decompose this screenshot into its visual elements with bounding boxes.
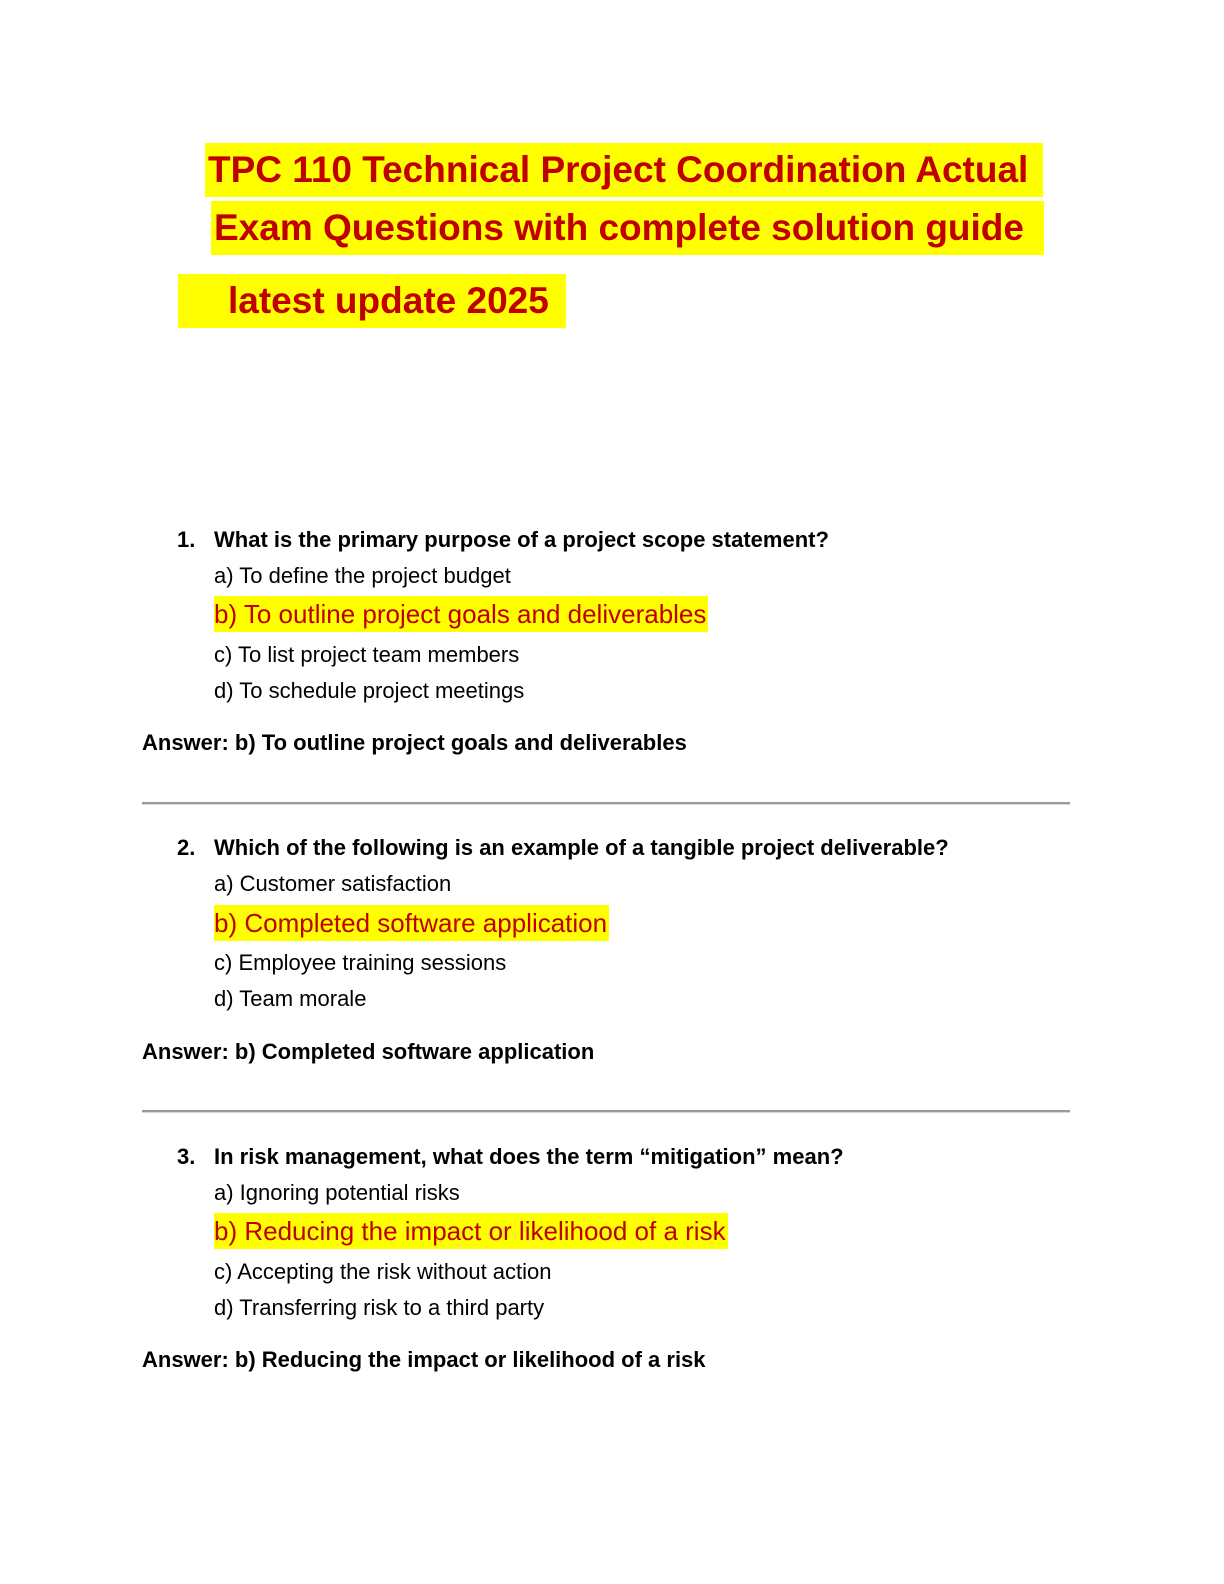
option-c: c) Employee training sessions [214, 950, 507, 975]
document-title-line-2: Exam Questions with complete solution guide [211, 201, 1044, 255]
question-number: 1. [177, 527, 196, 552]
option-d: d) Team morale [214, 986, 367, 1011]
question-text: What is the primary purpose of a project scope statement? [214, 527, 829, 552]
divider [142, 802, 1070, 804]
option-a: a) To define the project budget [214, 563, 511, 588]
document-title-line-3: latest update 2025 [178, 274, 566, 328]
option-b-correct: b) Completed software application [214, 905, 609, 941]
question-number: 2. [177, 835, 196, 860]
option-b-correct: b) Reducing the impact or likelihood of a risk [214, 1213, 728, 1249]
option-d: d) Transferring risk to a third party [214, 1295, 545, 1320]
answer-line: Answer: b) Completed software application [142, 1039, 595, 1064]
answer-line: Answer: b) To outline project goals and deliverables [142, 730, 687, 755]
option-c: c) To list project team members [214, 642, 520, 667]
question-number: 3. [177, 1144, 196, 1169]
option-b-correct: b) To outline project goals and deliverables [214, 596, 708, 632]
answer-line: Answer: b) Reducing the impact or likelihood of a risk [142, 1347, 706, 1372]
option-a: a) Customer satisfaction [214, 871, 452, 896]
option-d: d) To schedule project meetings [214, 678, 525, 703]
document-title-line-1: TPC 110 Technical Project Coordination Actual [205, 143, 1043, 197]
option-c: c) Accepting the risk without action [214, 1259, 552, 1284]
question-text: In risk management, what does the term “mitigation” mean? [214, 1144, 844, 1169]
option-a: a) Ignoring potential risks [214, 1180, 460, 1205]
question-text: Which of the following is an example of a tangible project deliverable? [214, 835, 949, 860]
divider [142, 1110, 1070, 1112]
